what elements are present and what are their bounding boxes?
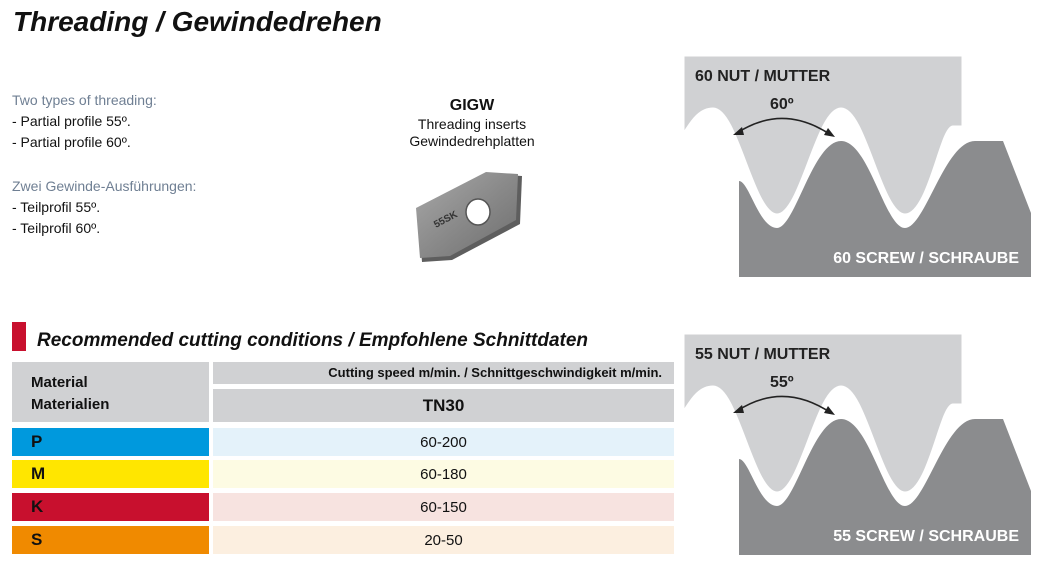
screw-label: 55 SCREW / SCHRAUBE <box>833 528 1019 545</box>
speed-header-label: Cutting speed m/min. / Schnittgeschwindigkeit m/min. <box>328 365 662 380</box>
product-code: GIGW <box>449 97 495 114</box>
thread-diagram-60 <box>683 55 1035 280</box>
nut-label: 60 NUT / MUTTER <box>695 68 831 85</box>
speed-cell-s: 20-50 <box>213 526 674 554</box>
material-header-de: Materialien <box>31 396 110 413</box>
section-title: Recommended cutting conditions / Empfohlene Schnittdaten <box>37 330 589 351</box>
angle-label: 55º <box>770 374 794 391</box>
description-heading: Zwei Gewinde-Ausführungen: <box>12 178 197 194</box>
material-letter: S <box>31 530 43 549</box>
material-letter: M <box>31 464 46 483</box>
material-header <box>12 362 209 422</box>
material-cell-p <box>12 428 209 456</box>
product-description: Threading inserts <box>417 116 527 132</box>
insert-marking: 55SK <box>432 209 460 231</box>
speed-cell-p: 60-200 <box>213 428 674 456</box>
arrow-head-right <box>824 406 835 415</box>
nut-label: 55 NUT / MUTTER <box>695 346 831 363</box>
grade-header: TN30 <box>213 389 674 422</box>
material-letter: K <box>31 497 44 516</box>
section-marker <box>12 322 26 351</box>
speed-header <box>213 362 674 384</box>
insert-hole <box>466 199 490 225</box>
thread-diagram-55 <box>683 333 1035 558</box>
description-line: - Partial profile 60º. <box>12 134 131 150</box>
description-line: - Teilprofil 55º. <box>12 199 101 215</box>
product-label <box>380 96 564 150</box>
angle-label: 60º <box>770 96 794 113</box>
description-line: - Teilprofil 60º. <box>12 220 101 236</box>
material-letter: P <box>31 432 43 451</box>
speed-cell-m: 60-180 <box>213 460 674 488</box>
page-title: Threading / Gewindedrehen <box>13 6 382 37</box>
material-header-en: Material <box>31 374 88 391</box>
product-description-german: Gewindedrehplatten <box>409 133 535 149</box>
material-cell-m <box>12 460 209 488</box>
material-cell-s <box>12 526 209 554</box>
description-english <box>12 90 157 153</box>
material-cell-k <box>12 493 209 521</box>
speed-cell-k: 60-150 <box>213 493 674 521</box>
description-line: - Partial profile 55º. <box>12 113 131 129</box>
description-heading: Two types of threading: <box>12 92 157 108</box>
description-german <box>12 176 196 239</box>
screw-label: 60 SCREW / SCHRAUBE <box>833 250 1019 267</box>
threading-insert-image <box>410 162 535 267</box>
arrow-head-right <box>824 128 835 137</box>
